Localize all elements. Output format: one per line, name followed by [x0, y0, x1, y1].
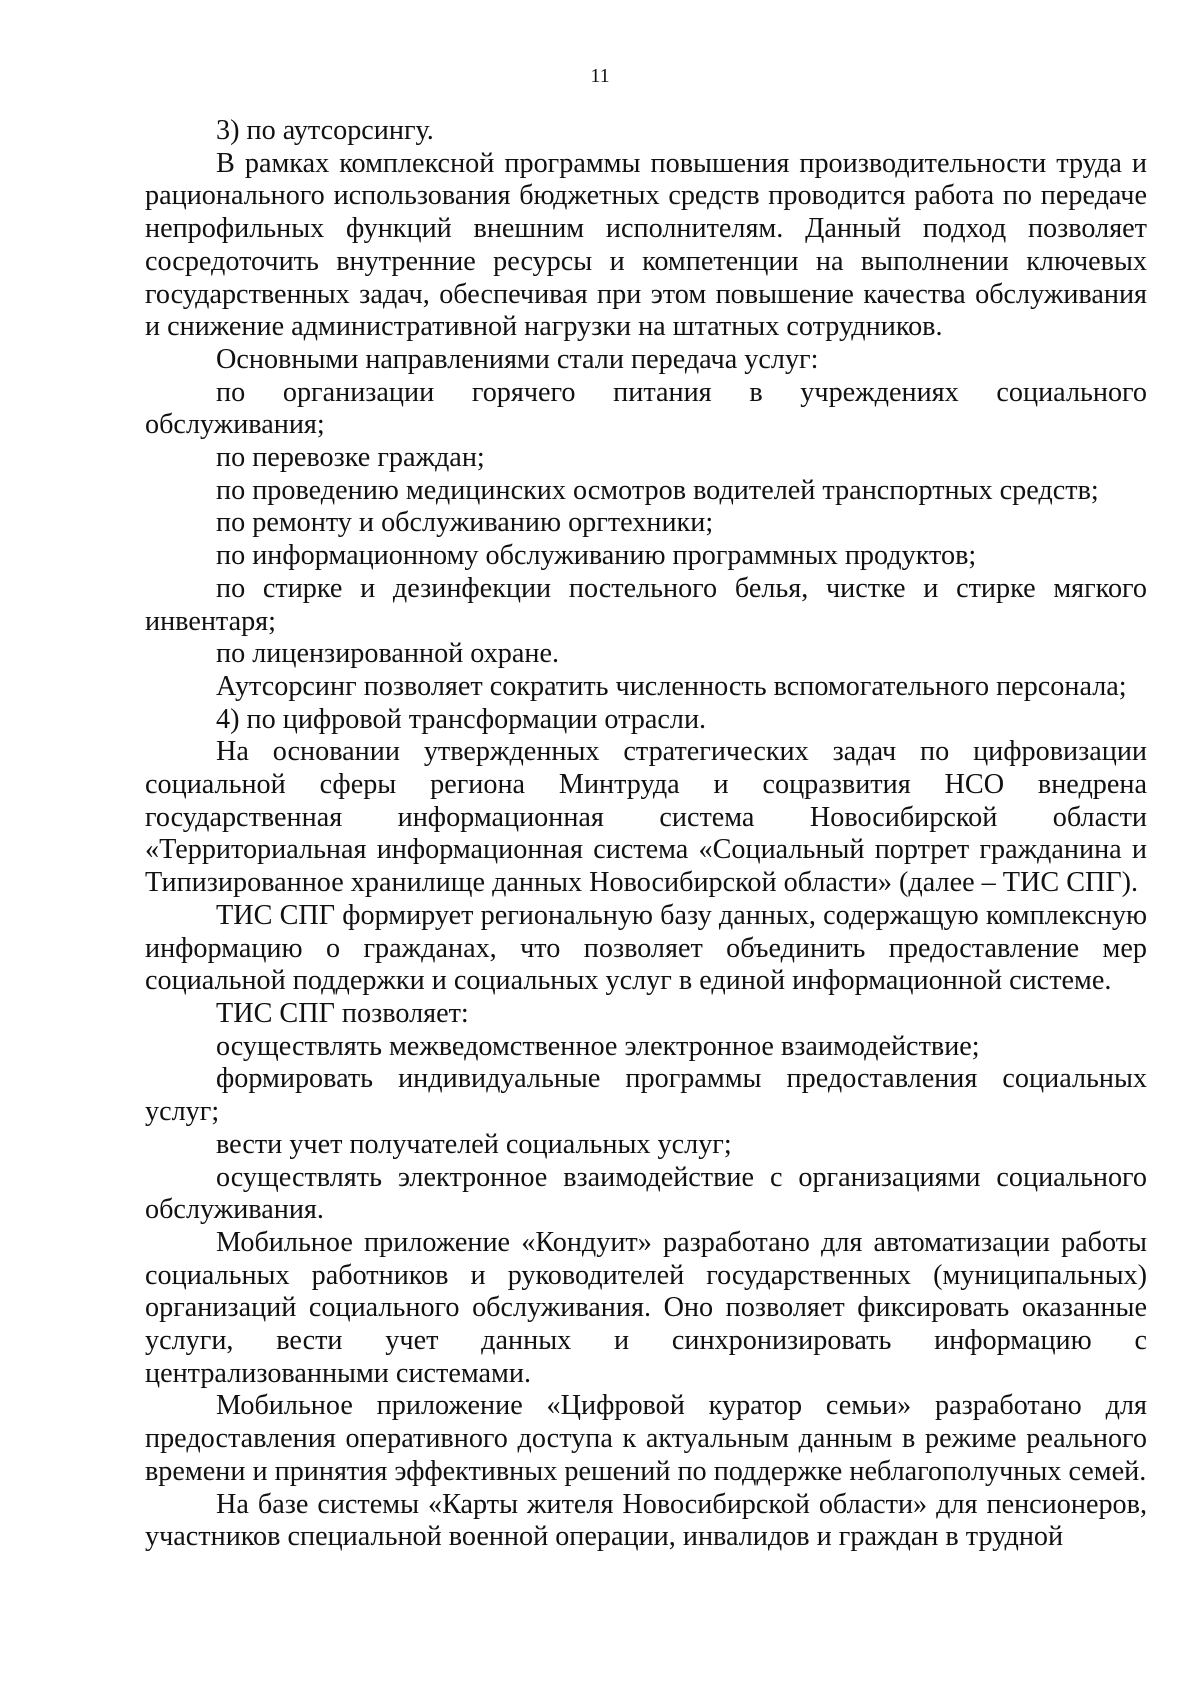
list-item-individual-programs: формировать индивидуальные программы предоставления социальных услуг;: [145, 1063, 1147, 1128]
list-item-office-equipment: по ремонту и обслуживанию оргтехники;: [216, 507, 714, 539]
list-item-electronic-interaction: осуществлять электронное взаимодействие с организациями социального обслуживания.: [145, 1161, 1147, 1226]
list-item-transport: по перевозке граждан;: [216, 442, 485, 474]
list-item-security: по лицензированной охране.: [216, 638, 560, 670]
paragraph-directions-heading: Основными направлениями стали передача услуг:: [216, 343, 819, 375]
paragraph-tis-spg-intro: На основании утвержденных стратегических задач по цифровизации социальной сферы региона Минтруда и соцразвития НСО внедрена государственная информационная система Новосибирской области «Территориальная информационная система «Социальный портрет гражданина и Типизированное хранилище данных Новосибирской области» (далее – ТИС СПГ).: [145, 736, 1147, 899]
paragraph-tis-spg-database: ТИС СПГ формирует региональную базу данных, содержащую комплексную информацию о гражданах, что позволяет объединить предоставление мер социальной поддержки и социальных услуг в единой информационной системе.: [145, 899, 1147, 997]
paragraph-family-curator-app: Мобильное приложение «Цифровой куратор семьи» разработано для предоставления оперативного доступа к актуальным данным в режиме реального времени и принятия эффективных решений по поддержке неблагополучных семей.: [145, 1390, 1147, 1487]
list-item-interagency: осуществлять межведомственное электронное взаимодействие;: [216, 1030, 980, 1062]
list-item-recipients-accounting: вести учет получателей социальных услуг;: [216, 1128, 732, 1160]
list-item-laundry: по стирке и дезинфекции постельного белья, чистке и стирке мягкого инвентаря;: [145, 572, 1147, 637]
paragraph-outsourcing-heading: 3) по аутсорсингу.: [216, 115, 434, 146]
paragraph-tis-spg-allows: ТИС СПГ позволяет:: [216, 997, 469, 1029]
page-number: 11: [590, 65, 610, 87]
list-item-medical-checks: по проведению медицинских осмотров водителей транспортных средств;: [216, 474, 1099, 506]
paragraph-resident-card: На базе системы «Карты жителя Новосибирской области» для пенсионеров, участников специальной военной операции, инвалидов и граждан в трудной: [145, 1488, 1147, 1553]
list-item-software-support: по информационному обслуживанию программных продуктов;: [216, 540, 977, 572]
paragraph-digital-heading: 4) по цифровой трансформации отрасли.: [216, 703, 707, 735]
paragraph-outsourcing-intro: В рамках комплексной программы повышения производительности труда и рационального использования бюджетных средств проводится работа по передаче непрофильных функций внешним исполнителям. Данный подход позволяет сосредоточить внутренние ресурсы и компетенции на выполнении ключевых государственных задач, обеспечивая при этом повышение качества обслуживания и снижение административной нагрузки на штатных сотрудников.: [145, 147, 1147, 343]
paragraph-outsourcing-result: Аутсорсинг позволяет сократить численность вспомогательного персонала;: [216, 670, 1127, 702]
document-body: [145, 115, 1147, 1554]
paragraph-konduit-app: Мобильное приложение «Кондуит» разработано для автоматизации работы социальных работников и руководителей государственных (муниципальных) организаций социального обслуживания. Оно позволяет фиксировать оказанные услуги, вести учет данных и синхронизировать информацию с централизованными системами.: [145, 1226, 1147, 1389]
list-item-hot-meals: по организации горячего питания в учреждениях социального обслуживания;: [145, 376, 1147, 441]
